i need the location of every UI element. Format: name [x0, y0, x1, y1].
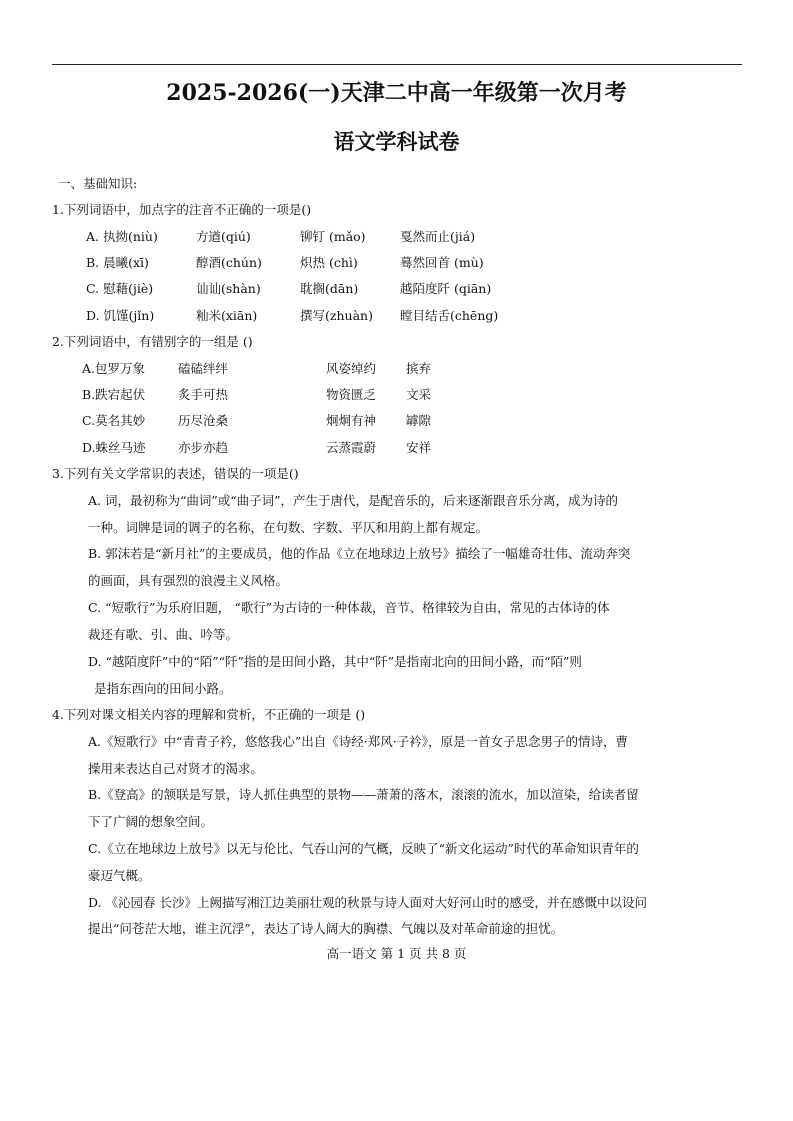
- q1-d-item-3: 撰写(zhuàn): [300, 308, 373, 323]
- q4-line: 操用来表达自己对贤才的渴求。: [88, 761, 264, 776]
- q4-line: 豪迈气概。: [88, 868, 151, 883]
- section-heading: 一、基础知识:: [58, 176, 138, 191]
- q1-c-item-2: 讪讪(shàn): [196, 281, 261, 296]
- q2-b-item-2: 炙手可热: [178, 387, 229, 402]
- q2-stem: 2.下列词语中，有错别字的一组是 (): [52, 334, 253, 349]
- q2-c-item-4: 罅隙: [406, 413, 432, 428]
- q2-a-item-3: 风姿绰约: [326, 361, 377, 376]
- page-footer: 高一语文 第 1 页 共 8 页: [326, 946, 467, 961]
- q2-d-item-1: D.蛛丝马迹: [82, 440, 146, 455]
- q3-stem: 3.下列有关文学常识的表述，错误的一项是(): [52, 466, 299, 481]
- q1-c-item-4: 越陌度阡 (qiān): [400, 281, 492, 296]
- q1-a-item-1: A. 执拗(niù): [86, 229, 158, 244]
- q2-b-item-1: B.跌宕起伏: [82, 387, 146, 402]
- q2-c-item-2: 历尽沧桑: [178, 413, 229, 428]
- q2-b-item-3: 物资匮乏: [326, 387, 377, 402]
- q4-line: 提出“问苍茫大地，谁主沉浮”，表达了诗人阔大的胸襟、气魄以及对革命前途的担忧。: [88, 921, 564, 936]
- top-rule: [52, 64, 742, 65]
- q1-d-item-2: 籼米(xiān): [196, 308, 258, 323]
- q3-line: B. 郭沫若是“新月社”的主要成员，他的作品《立在地球边上放号》描绘了一幅雄奇壮伟、流动奔突: [88, 546, 631, 561]
- exam-title: 2025-2026(一)天津二中高一年级第一次月考: [166, 80, 627, 106]
- exam-subtitle: 语文学科试卷: [333, 129, 460, 154]
- q1-a-item-4: 戛然而止(jiá): [400, 229, 476, 244]
- q2-d-item-4: 安祥: [406, 440, 432, 455]
- q3-line: D. “越陌度阡”中的“陌”“阡”指的是田间小路，其中“阡”是指南北向的田间小路，而“陌”则: [88, 654, 582, 669]
- q2-c-item-3: 炯炯有神: [326, 413, 377, 428]
- q2-a-item-4: 摈弃: [406, 361, 432, 376]
- q2-d-item-2: 亦步亦趋: [178, 440, 229, 455]
- q1-stem: 1.下列词语中，加点字的注音不正确的一项是(): [52, 202, 312, 217]
- q1-b-item-1: B. 晨曦(xī): [86, 255, 149, 270]
- q1-d-item-4: 瞠目结舌(chēng): [400, 308, 499, 323]
- q1-a-item-3: 铆钉 (mǎo): [300, 229, 366, 244]
- q3-line: C. “短歌行”为乐府旧题， “歌行”为古诗的一种体裁，音节、格律较为自由，常见的古体诗的体: [88, 600, 610, 615]
- q1-a-item-2: 方遒(qiú): [196, 229, 251, 244]
- q1-c-item-3: 耽搁(dān): [300, 281, 359, 296]
- q1-b-item-4: 蓦然回首 (mù): [400, 255, 484, 270]
- q1-d-item-1: D. 饥馑(jǐn): [86, 308, 155, 323]
- q4-line: D. 《沁园春 长沙》上阙描写湘江边美丽壮观的秋景与诗人面对大好河山时的感受，并在感慨中以设问: [88, 895, 647, 910]
- q4-line: C.《立在地球边上放号》以无与伦比、气吞山河的气概，反映了“新文化运动”时代的革命知识青年的: [88, 841, 639, 856]
- q3-line: 是指东西向的田间小路。: [94, 681, 232, 696]
- q3-line: 的画面，具有强烈的浪漫主义风格。: [88, 573, 289, 588]
- q2-b-item-4: 文采: [406, 387, 432, 402]
- q1-b-item-2: 醇酒(chún): [196, 255, 262, 270]
- q3-line: A. 词，最初称为“曲词”或“曲子词”，产生于唐代，是配音乐的，后来逐渐跟音乐分离，成为诗的: [88, 493, 619, 508]
- q3-line: 裁还有歌、引、曲、吟等。: [88, 627, 239, 642]
- q1-c-item-1: C. 慰藉(jiè): [86, 281, 154, 296]
- q4-line: 下了广阔的想象空间。: [88, 814, 214, 829]
- q2-a-item-2: 磕磕绊绊: [178, 361, 229, 376]
- q4-line: A.《短歌行》中“青青子衿，悠悠我心”出自《诗经·郑风·子衿》，原是一首女子思念男子的情诗，曹: [88, 734, 628, 749]
- q4-stem: 4.下列对课文相关内容的理解和赏析，不正确的一项是 (): [52, 707, 366, 722]
- q2-a-item-1: A.包罗万象: [82, 361, 146, 376]
- q1-b-item-3: 炽热 (chì): [300, 255, 358, 270]
- q3-line: 一种。词牌是词的调子的名称，在句数、字数、平仄和用韵上都有规定。: [88, 520, 489, 535]
- q4-line: B.《登高》的颔联是写景，诗人抓住典型的景物——萧萧的落木，滚滚的流水，加以渲染，给读者留: [88, 787, 639, 802]
- q2-c-item-1: C.莫名其妙: [82, 413, 146, 428]
- q2-d-item-3: 云蒸霞蔚: [326, 440, 377, 455]
